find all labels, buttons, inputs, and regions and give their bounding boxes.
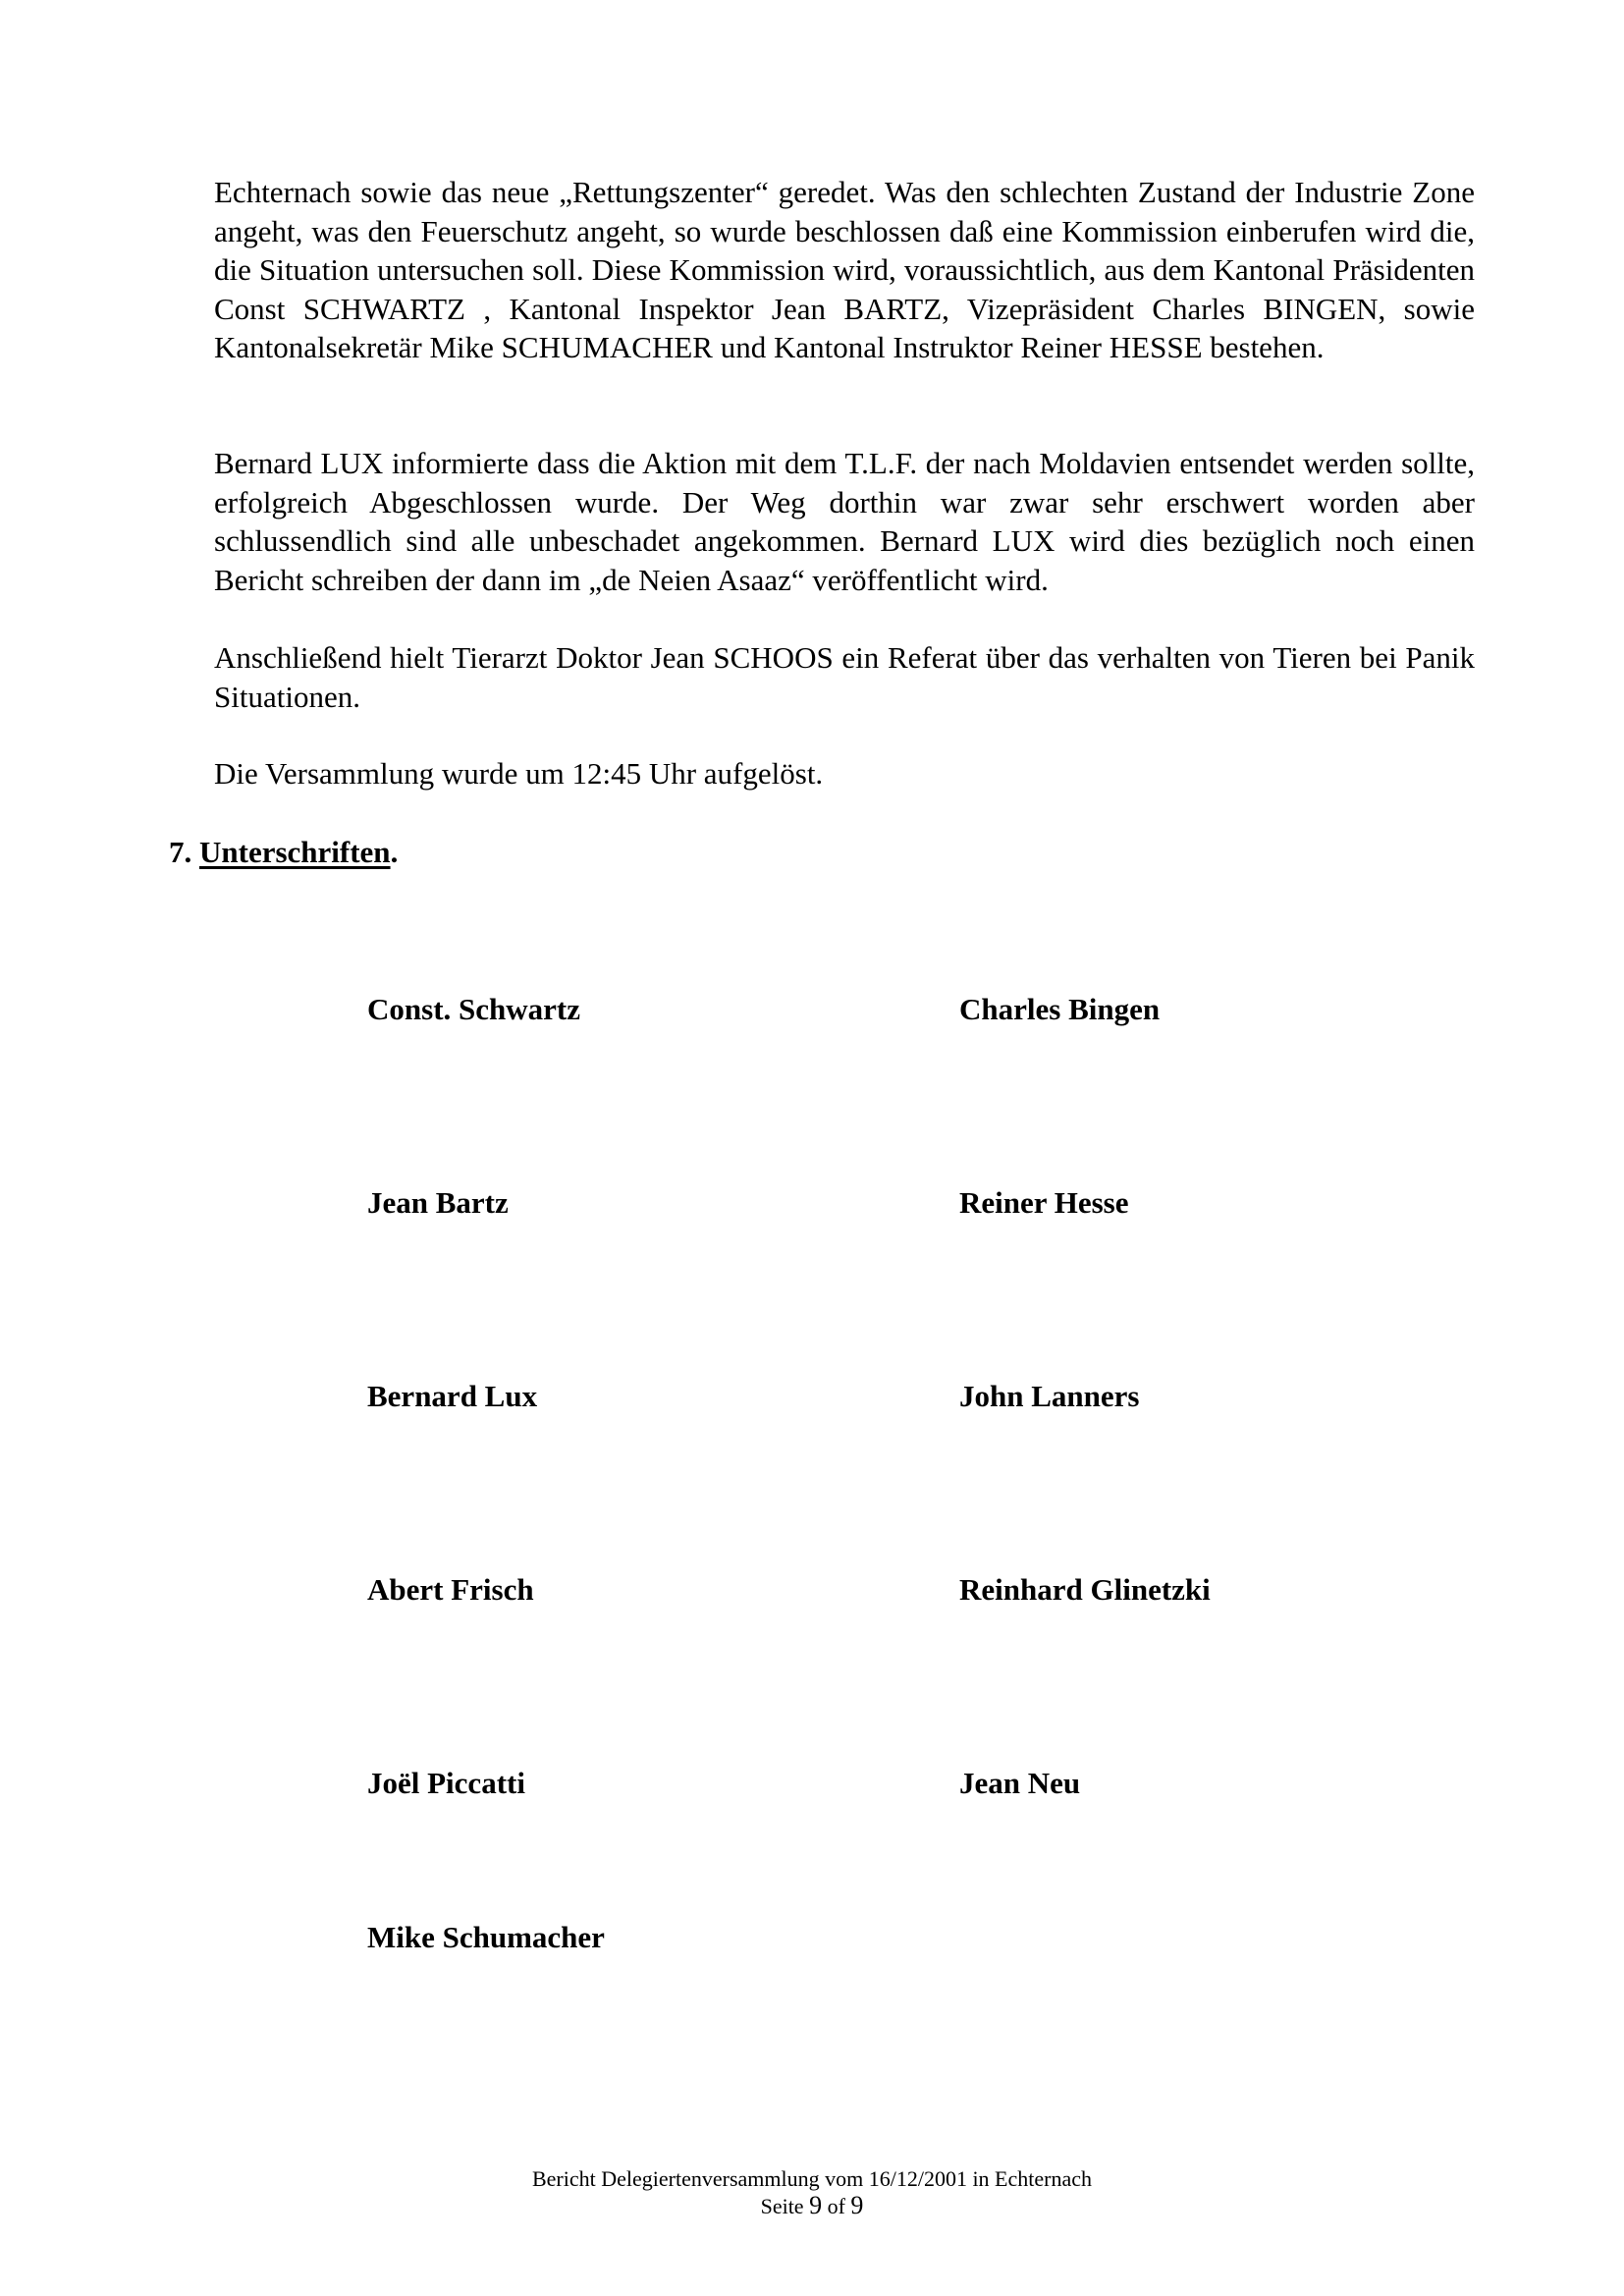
footer-page-prefix: Seite	[760, 2194, 804, 2218]
paragraph-meeting-closed: Die Versammlung wurde um 12:45 Uhr aufgelöst.	[214, 756, 824, 791]
signature-name: Charles Bingen	[959, 992, 1161, 1026]
signature-name: Jean Bartz	[367, 1185, 509, 1220]
paragraph-commission: Echternach sowie das neue „Rettungszenter“ geredet. Was den schlechten Zustand der Industrie Zone angeht, was den Feuerschutz angeht, so wurde beschlossen daß eine Kommission einberufen wird die, die Situation untersuchen soll. Diese Kommission wird, voraussichtlich, aus dem Kantonal Präsidenten Const SCHWARTZ , Kantonal Inspektor Jean BARTZ, Vizepräsident Charles BINGEN, sowie Kantonalsekretär Mike SCHUMACHER und Kantonal Instruktor Reiner HESSE bestehen.	[214, 175, 1475, 364]
signature-name: John Lanners	[959, 1379, 1140, 1413]
footer-report-title: Bericht Delegiertenversammlung vom 16/12/2001 in Echternach	[531, 2166, 1092, 2191]
signature-name: Joël Piccatti	[367, 1766, 525, 1800]
footer-page-total: 9	[850, 2191, 864, 2219]
signature-name: Reinhard Glinetzki	[959, 1572, 1211, 1607]
section-trailing-period: .	[390, 835, 399, 869]
page-footer	[0, 2165, 1624, 2219]
signature-name: Const. Schwartz	[367, 992, 580, 1026]
section-title: Unterschriften	[199, 835, 391, 869]
signature-name: Bernard Lux	[367, 1379, 538, 1413]
signature-name: Jean Neu	[959, 1766, 1081, 1800]
footer-page-of: of	[827, 2194, 845, 2218]
section-number: 7.	[169, 835, 192, 869]
paragraph-vet-lecture: Anschließend hielt Tierarzt Doktor Jean SCHOOS ein Referat über das verhalten von Tieren bei Panik Situationen.	[214, 640, 1475, 714]
signature-name: Abert Frisch	[367, 1572, 534, 1607]
signature-name: Reiner Hesse	[959, 1185, 1129, 1220]
signature-name: Mike Schumacher	[367, 1920, 605, 1954]
section-heading-signatures	[169, 833, 398, 872]
footer-page-number	[0, 2192, 1624, 2219]
footer-page-current: 9	[809, 2191, 823, 2219]
paragraph-moldavia-action: Bernard LUX informierte dass die Aktion mit dem T.L.F. der nach Moldavien entsendet werden sollte, erfolgreich Abgeschlossen wurde. Der Weg dorthin war zwar sehr erschwert worden aber schlussendlich sind alle unbeschadet angekommen. Bernard LUX wird dies bezüglich noch einen Bericht schreiben der dann im „de Neien Asaaz“ veröffentlicht wird.	[214, 446, 1475, 597]
